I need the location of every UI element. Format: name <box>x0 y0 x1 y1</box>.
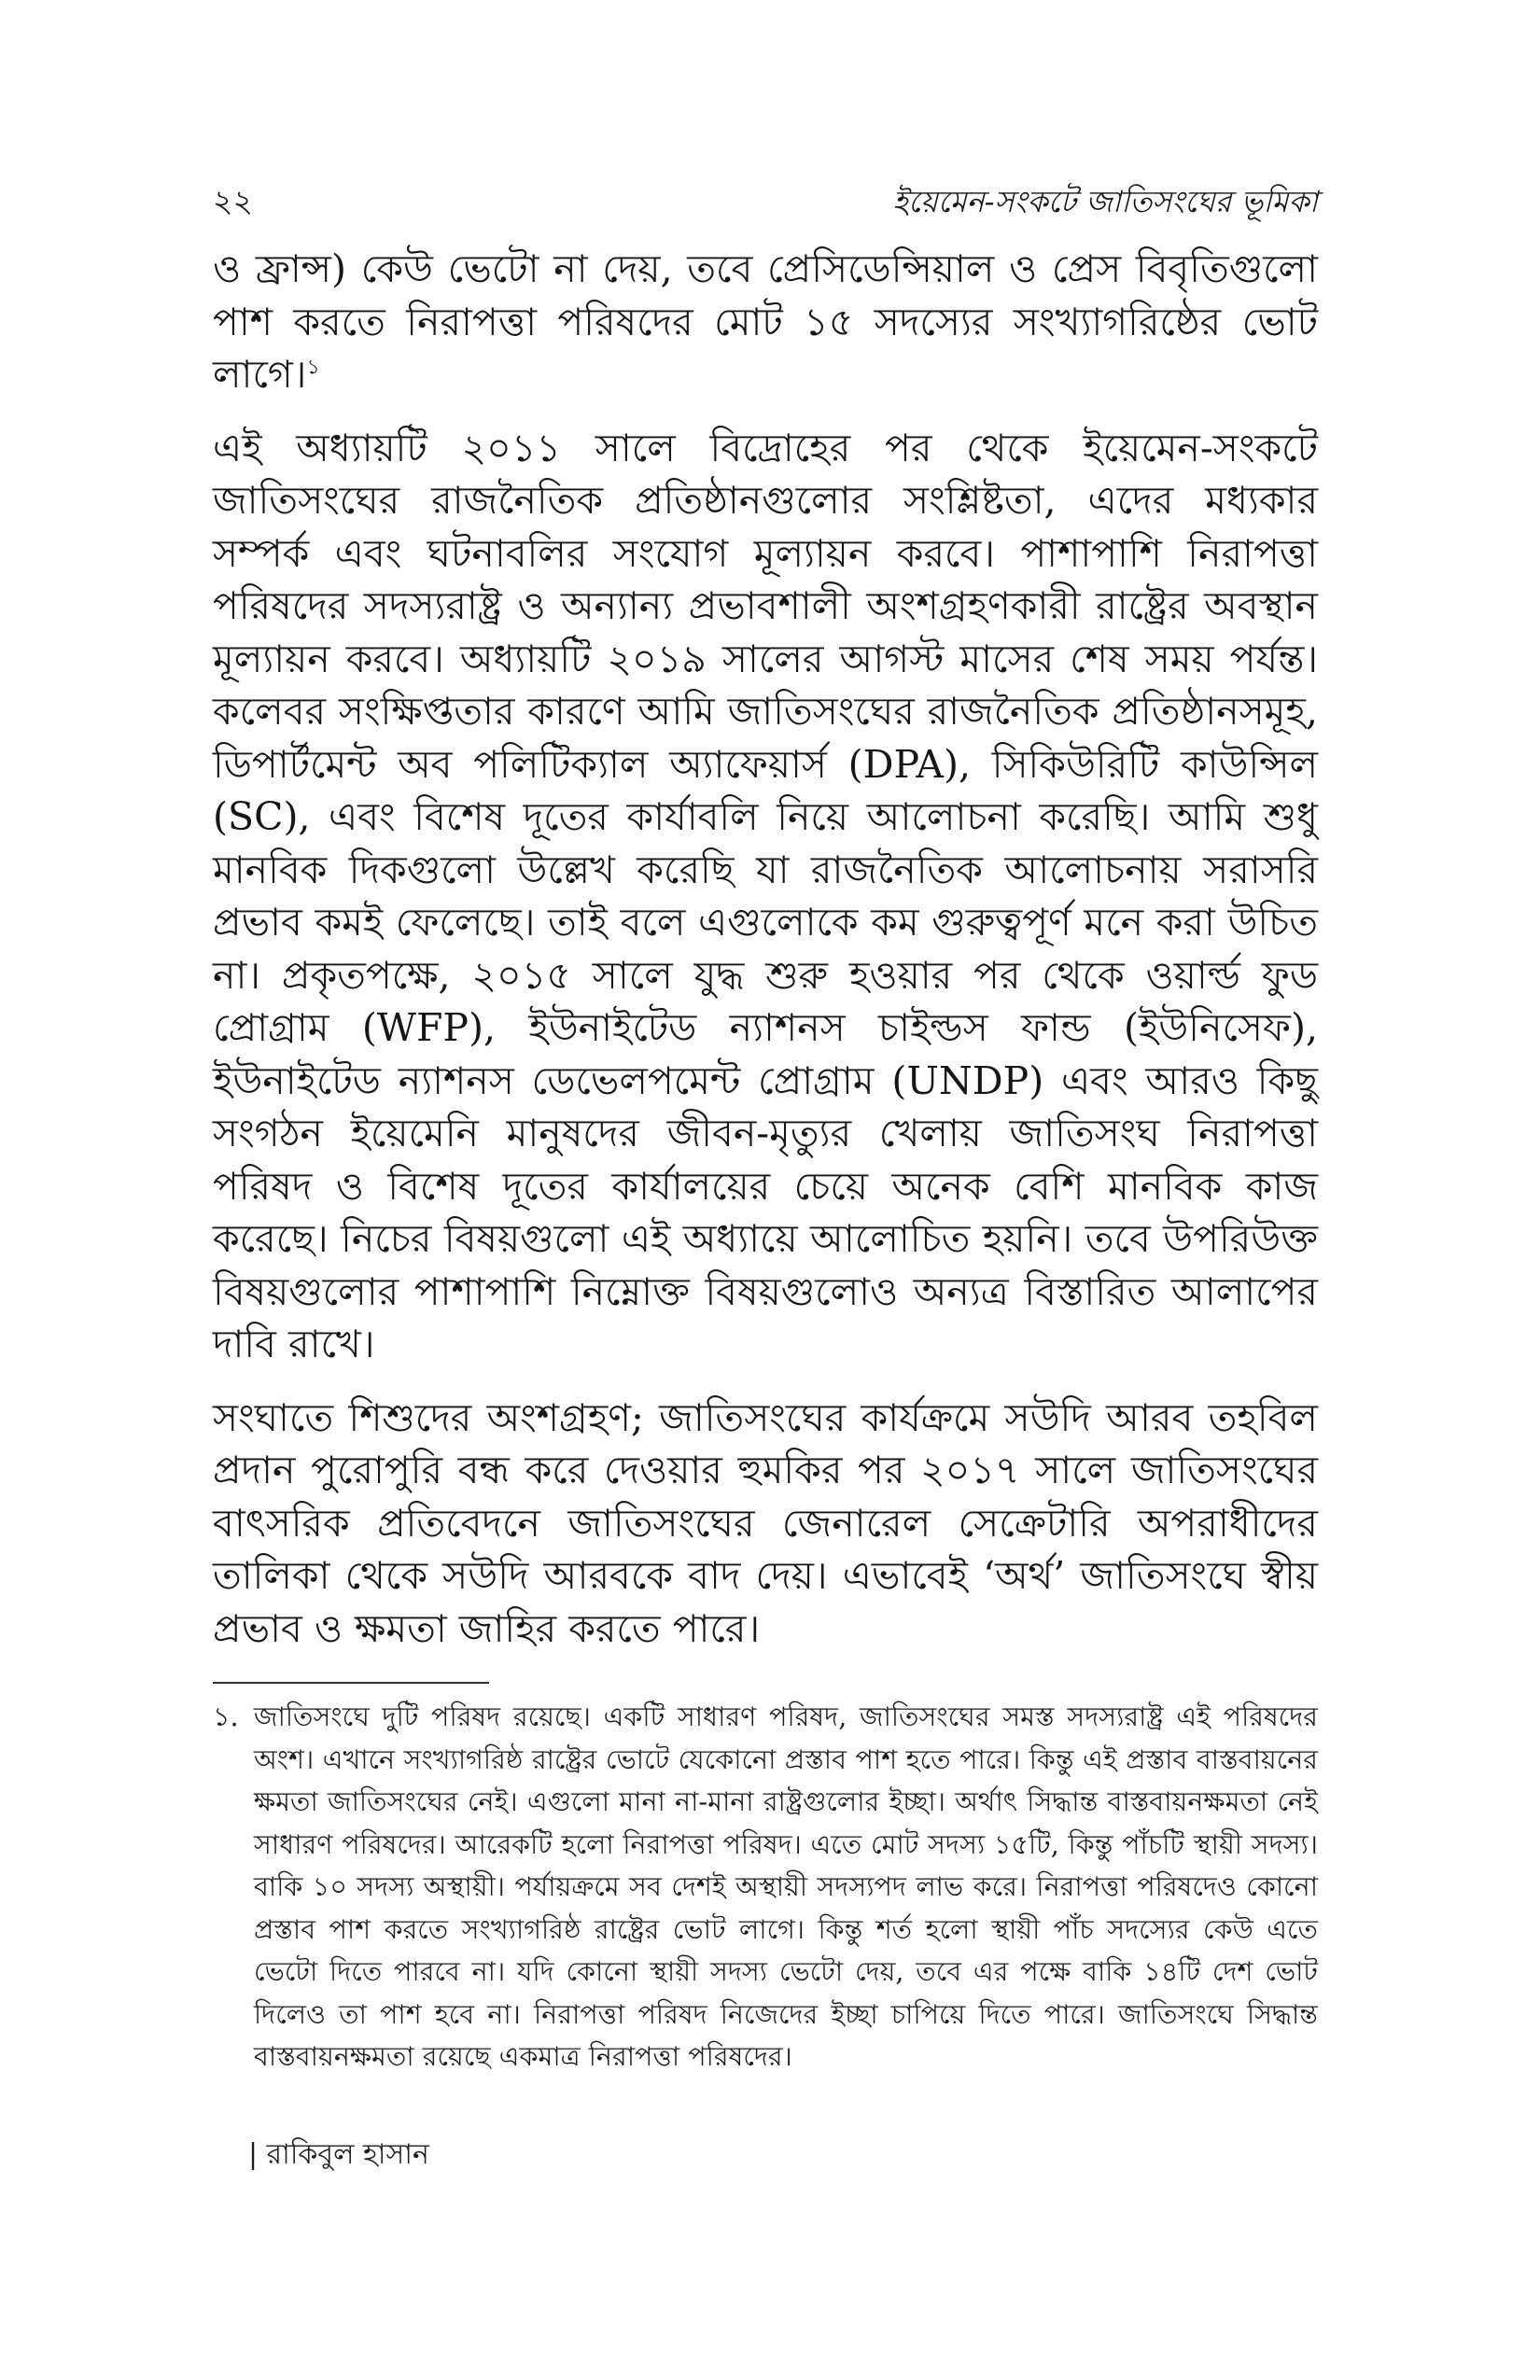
running-title: ইয়েমেন-সংকটে জাতিসংঘের ভূমিকা <box>892 184 1318 219</box>
paragraph: সংঘাতে শিশুদের অংশগ্রহণ; জাতিসংঘের কার্যক্রমে সউদি আরব তহবিল প্রদান পুরোপুরি বন্ধ করে দেওয়ার হুমকির পর ২০১৭ সালে জাতিসংঘের বাৎসরিক প্রতিবেদনে জাতিসংঘের জেনারেল সেক্রেটারি অপরাধীদের তালিকা থেকে সউদি আরবকে বাদ দেয়। এভাবেই ‘অর্থ’ জাতিসংঘে স্বীয় প্রভাব ও ক্ষমতা জাহির করতে পারে। <box>213 1394 1318 1651</box>
page-header <box>213 177 1318 226</box>
footnote-reference: ১ <box>306 356 320 380</box>
footnote-attribution: | রাকিবুল হাসান <box>248 2138 429 2171</box>
paragraph <box>213 243 1318 401</box>
footnote-item <box>213 1696 1318 2079</box>
body-text <box>213 243 1318 1655</box>
footnote-text: জাতিসংঘে দুটি পরিষদ রয়েছে। একটি সাধারণ পরিষদ, জাতিসংঘের সমস্ত সদস্যরাষ্ট্র এই পরিষদের অংশ। এখানে সংখ্যাগরিষ্ঠ রাষ্ট্রের ভোটে যেকোনো প্রস্তাব পাশ হতে পারে। কিন্তু এই প্রস্তাব বাস্তবায়নের ক্ষমতা জাতিসংঘের নেই। এগুলো মানা না-মানা রাষ্ট্রগুলোর ইচ্ছা। অর্থাৎ সিদ্ধান্ত বাস্তবায়নক্ষমতা নেই সাধারণ পরিষদের। আরেকটি হলো নিরাপত্তা পরিষদ। এতে মোট সদস্য ১৫টি, কিন্তু পাঁচটি স্থায়ী সদস্য। বাকি ১০ সদস্য অস্থায়ী। পর্যায়ক্রমে সব দেশই অস্থায়ী সদস্যপদ লাভ করে। নিরাপত্তা পরিষদেও কোনো প্রস্তাব পাশ করতে সংখ্যাগরিষ্ঠ রাষ্ট্রের ভোট লাগে। কিন্তু শর্ত হলো স্থায়ী পাঁচ সদস্যের কেউ এতে ভেটো দিতে পারবে না। যদি কোনো স্থায়ী সদস্য ভেটো দেয়, তবে এর পক্ষে বাকি ১৪টি দেশ ভোট দিলেও তা পাশ হবে না। নিরাপত্তা পরিষদ নিজেদের ইচ্ছা চাপিয়ে দিতে পারে। জাতিসংঘে সিদ্ধান্ত বাস্তবায়নক্ষমতা রয়েছে একমাত্র নিরাপত্তা পরিষদের। <box>254 1701 1319 2072</box>
footnote-divider <box>213 1682 489 1684</box>
footnote-marker: ১. <box>213 1701 239 1732</box>
paragraph-text: ও ফ্রান্স) কেউ ভেটো না দেয়, তবে প্রেসিডেন্সিয়াল ও প্রেস বিবৃতিগুলো পাশ করতে নিরাপত্তা পরিষদের মোট ১৫ সদস্যের সংখ্যাগরিষ্ঠের ভোট লাগে। <box>213 246 1318 397</box>
paragraph: এই অধ্যায়টি ২০১১ সালে বিদ্রোহের পর থেকে ইয়েমেন-সংকটে জাতিসংঘের রাজনৈতিক প্রতিষ্ঠানগুলোর সংশ্লিষ্টতা, এদের মধ্যকার সম্পর্ক এবং ঘটনাবলির সংযোগ মূল্যায়ন করবে। পাশাপাশি নিরাপত্তা পরিষদের সদস্যরাষ্ট্র ও অন্যান্য প্রভাবশালী অংশগ্রহণকারী রাষ্ট্রের অবস্থান মূল্যায়ন করবে। অধ্যায়টি ২০১৯ সালের আগস্ট মাসের শেষ সময় পর্যন্ত। কলেবর সংক্ষিপ্ততার কারণে আমি জাতিসংঘের রাজনৈতিক প্রতিষ্ঠানসমূহ, ডিপার্টমেন্ট অব পলিটিক্যাল অ্যাফেয়ার্স (DPA), সিকিউরিটি কাউন্সিল (SC), এবং বিশেষ দূতের কার্যাবলি নিয়ে আলোচনা করেছি। আমি শুধু মানবিক দিকগুলো উল্লেখ করেছি যা রাজনৈতিক আলোচনায় সরাসরি প্রভাব কমই ফেলেছে। তাই বলে এগুলোকে কম গুরুত্বপূর্ণ মনে করা উচিত না। প্রকৃতপক্ষে, ২০১৫ সালে যুদ্ধ শুরু হওয়ার পর থেকে ওয়ার্ল্ড ফুড প্রোগ্রাম (WFP), ইউনাইটেড ন্যাশনস চাইল্ডস ফান্ড (ইউনিসেফ), ইউনাইটেড ন্যাশনস ডেভেলপমেন্ট প্রোগ্রাম (UNDP) এবং আরও কিছু সংগঠন ইয়েমেনি মানুষদের জীবন-মৃত্যুর খেলায় জাতিসংঘ নিরাপত্তা পরিষদ ও বিশেষ দূতের কার্যালয়ের চেয়ে অনেক বেশি মানবিক কাজ করেছে। নিচের বিষয়গুলো এই অধ্যায়ে আলোচিত হয়নি। তবে উপরিউক্ত বিষয়গুলোর পাশাপাশি নিম্নোক্ত বিষয়গুলোও অন্যত্র বিস্তারিত আলাপের দাবি রাখে। <box>213 425 1318 1366</box>
footnote <box>213 1696 1318 2079</box>
page-number: ২২ <box>213 183 253 219</box>
